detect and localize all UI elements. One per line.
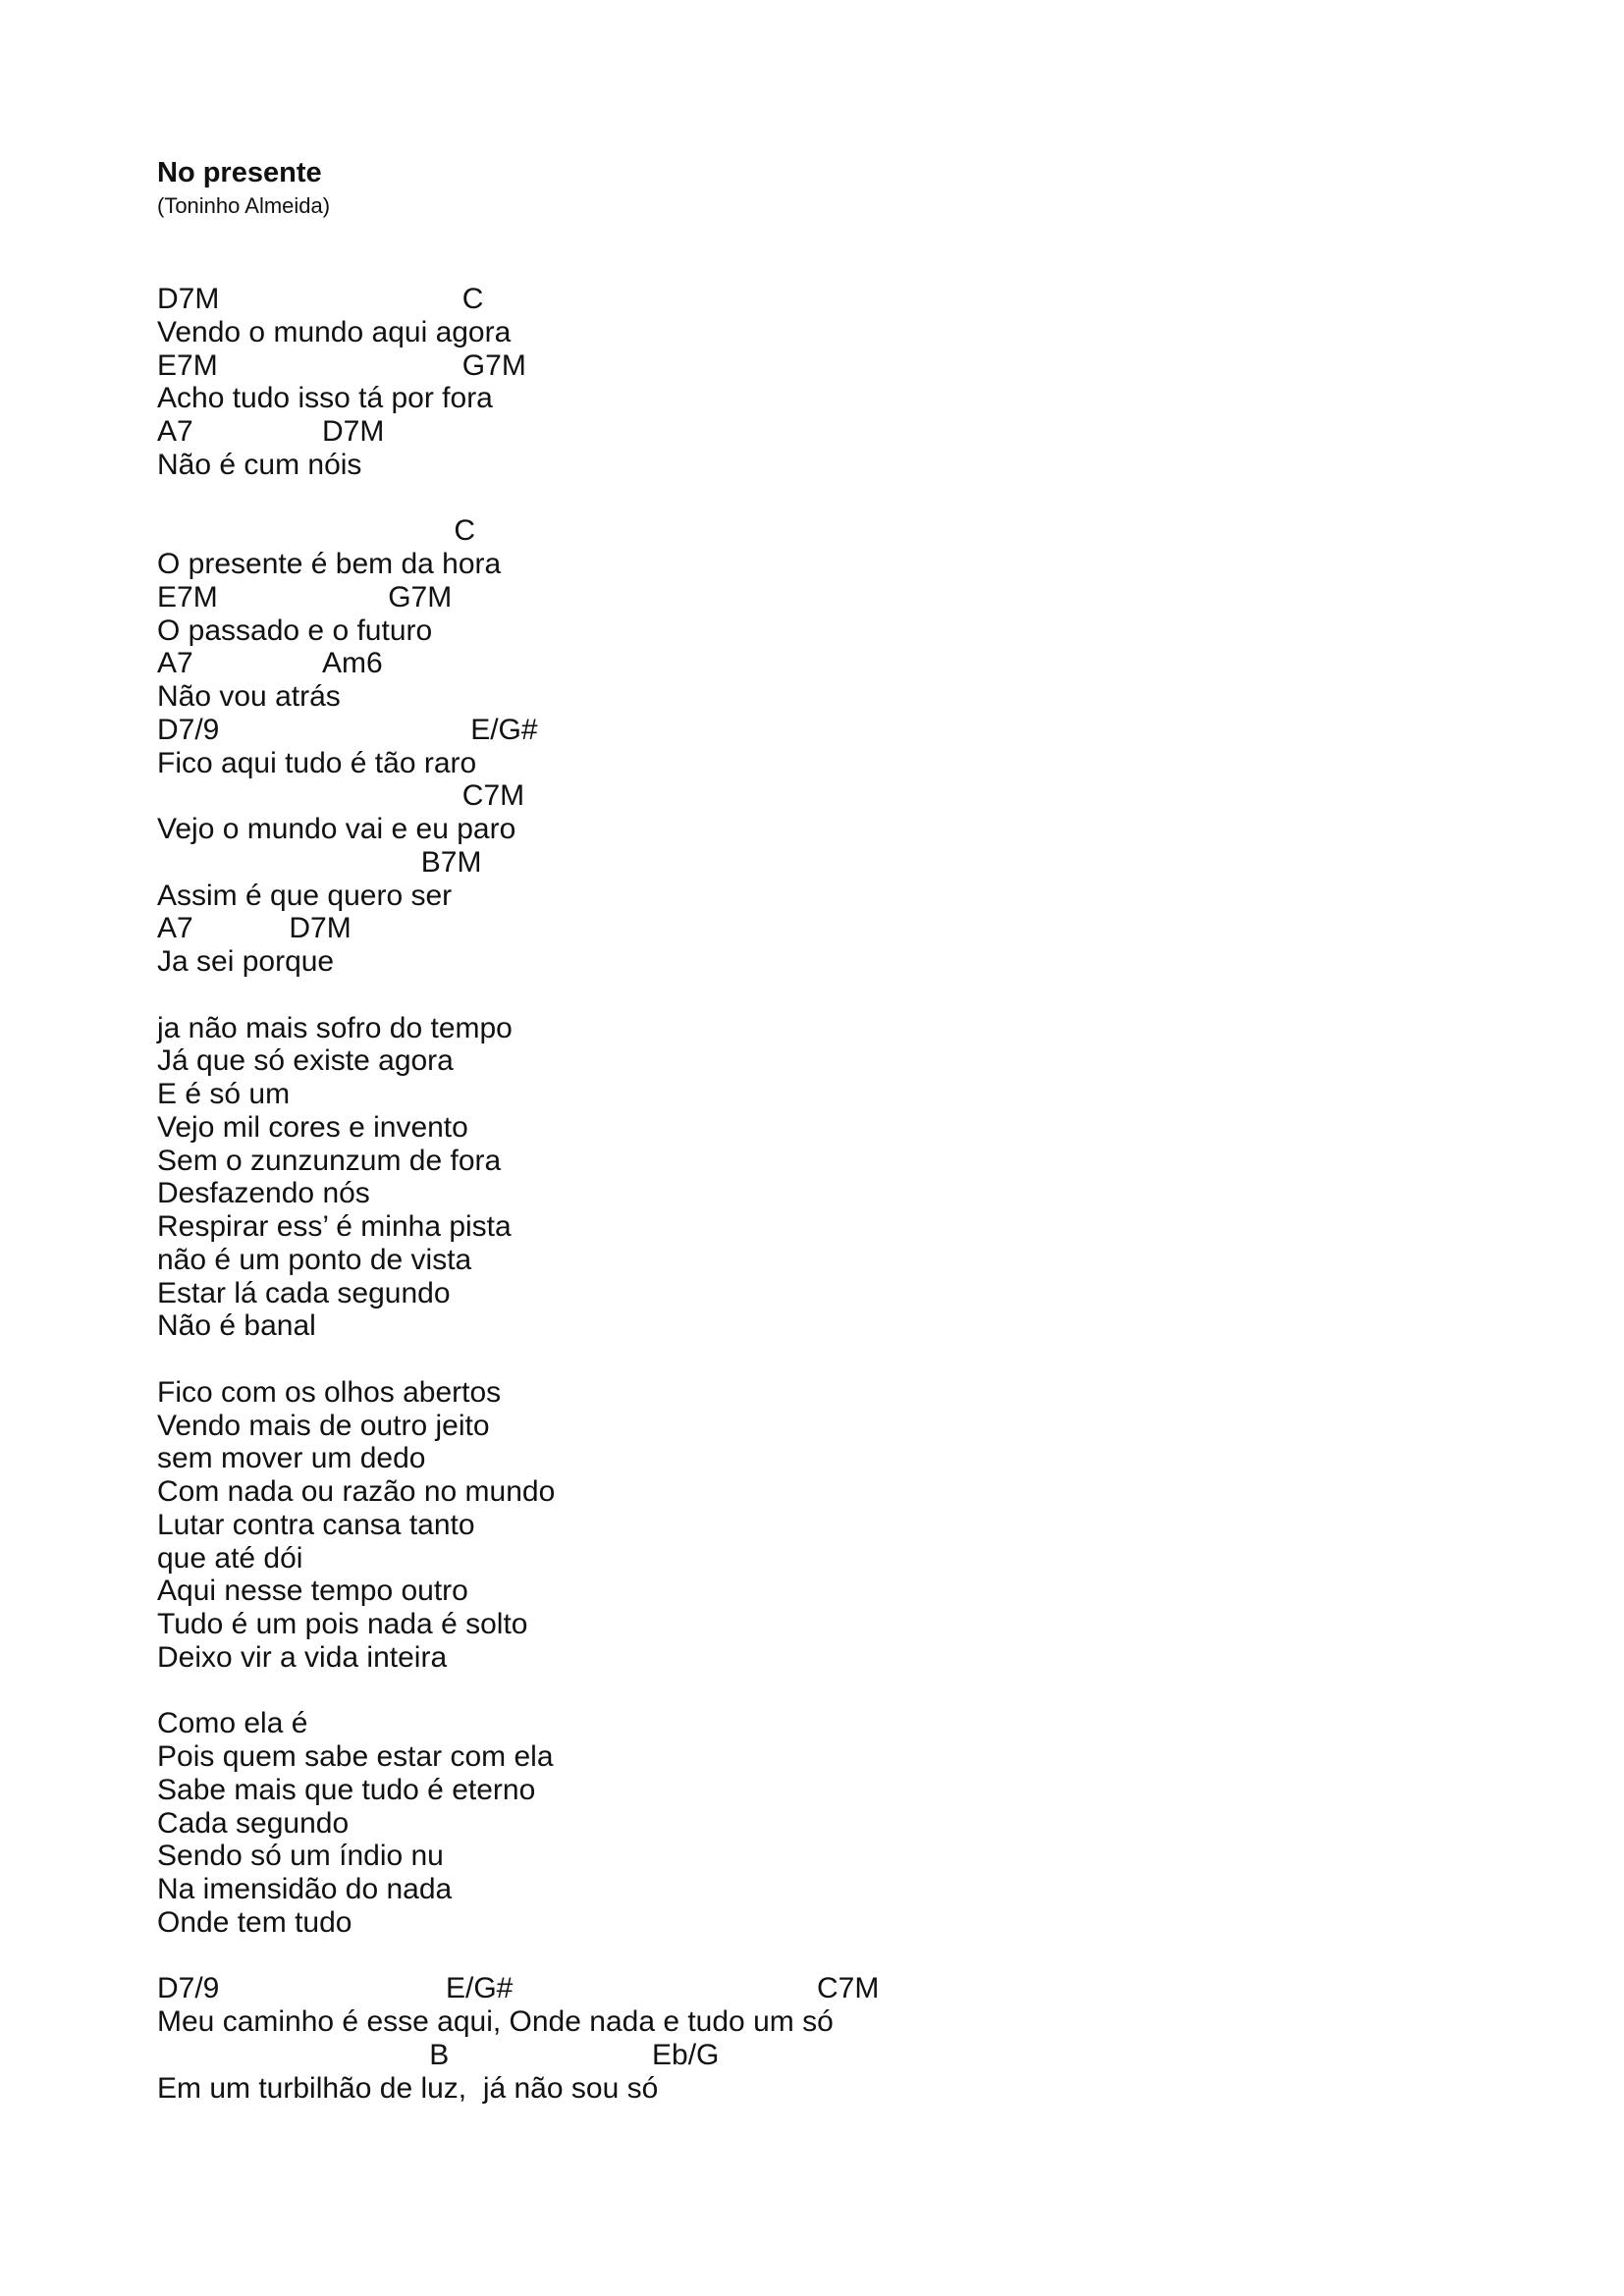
lyric-line: Na imensidão do nada (157, 1873, 453, 1905)
lyric-line: Fico aqui tudo é tão raro (157, 746, 477, 779)
lyric-line: Sem o zunzunzum de fora (157, 1144, 502, 1177)
lyric-line: Fico com os olhos abertos (157, 1375, 502, 1409)
chord-label: B (429, 2038, 450, 2071)
chord-label: B7M (420, 845, 482, 879)
lyric-line: Vendo mais de outro jeito (157, 1409, 490, 1442)
lyric-line: Não é banal (157, 1309, 316, 1343)
lyric-line: Acho tudo isso tá por fora (157, 382, 493, 415)
lyric-line: Sabe mais que tudo é eterno (157, 1773, 536, 1806)
lyric-line: Vejo mil cores e invento (157, 1110, 468, 1144)
lyric-line: Com nada ou razão no mundo (157, 1475, 556, 1508)
lyric-line: Meu caminho é esse aqui, Onde nada e tudo um só (157, 2005, 834, 2038)
chord-label: D7M (157, 283, 220, 315)
chord-label: D7/9 (157, 713, 220, 746)
lyric-line: Sendo só um índio nu (157, 1840, 444, 1873)
chord-label: Am6 (322, 647, 383, 680)
lyric-line: Respirar ess’ é minha pista (157, 1210, 512, 1243)
chord-label: E7M (157, 580, 218, 614)
lyric-line: Não vou atrás (157, 680, 341, 713)
chord-label: G7M (461, 348, 526, 382)
lyric-line: Onde tem tudo (157, 1905, 352, 1939)
lyric-line: Vendo o mundo aqui agora (157, 315, 512, 348)
chord-label: A7 (157, 912, 193, 945)
lyric-line: Em um turbilhão de luz, já não sou só (157, 2071, 659, 2105)
chord-label: D7/9 (157, 1972, 220, 2005)
lyric-line: que até dói (157, 1541, 303, 1575)
chord-label: G7M (388, 580, 453, 614)
song-author: (Toninho Almeida) (157, 193, 331, 218)
lyric-line: E é só um (157, 1078, 291, 1110)
lyric-line: sem mover um dedo (157, 1442, 426, 1475)
lyric-line: Como ela é (157, 1707, 308, 1740)
chord-label: E/G# (446, 1972, 514, 2005)
lyric-line: Tudo é um pois nada é solto (157, 1608, 528, 1640)
lyric-line: O presente é bem da hora (157, 548, 502, 580)
chord-label: A7 (157, 415, 193, 448)
lyric-line: Vejo o mundo vai e eu paro (157, 813, 516, 845)
lyric-line: Já que só existe agora (157, 1044, 454, 1078)
chord-label: C7M (817, 1972, 880, 2005)
lyric-line: O passado e o futuro (157, 614, 433, 647)
lyric-line: Ja sei porque (157, 945, 335, 978)
lyric-line: Cada segundo (157, 1806, 350, 1840)
lyric-line: Assim é que quero ser (157, 879, 453, 912)
chord-label: E/G# (470, 713, 538, 746)
lyric-line: não é um ponto de vista (157, 1243, 472, 1276)
chord-label: Eb/G (652, 2038, 720, 2071)
chord-label: A7 (157, 647, 193, 680)
chord-label: C (461, 283, 484, 315)
chord-label: C7M (461, 779, 525, 813)
lyric-line: ja não mais sofro do tempo (157, 1011, 513, 1044)
chord-label: D7M (322, 415, 385, 448)
lyric-line: Pois quem sabe estar com ela (157, 1740, 554, 1773)
chord-label: D7M (289, 912, 352, 945)
lyric-line: Estar lá cada segundo (157, 1276, 451, 1309)
lyric-line: Desfazendo nós (157, 1177, 370, 1210)
song-title: No presente (157, 157, 322, 188)
chord-label: C (454, 514, 476, 548)
lyric-line: Lutar contra cansa tanto (157, 1508, 475, 1541)
lyric-line: Não é cum nóis (157, 448, 362, 481)
lyric-line: Deixo vir a vida inteira (157, 1640, 448, 1674)
lyric-line: Aqui nesse tempo outro (157, 1575, 468, 1608)
chord-label: E7M (157, 348, 218, 382)
